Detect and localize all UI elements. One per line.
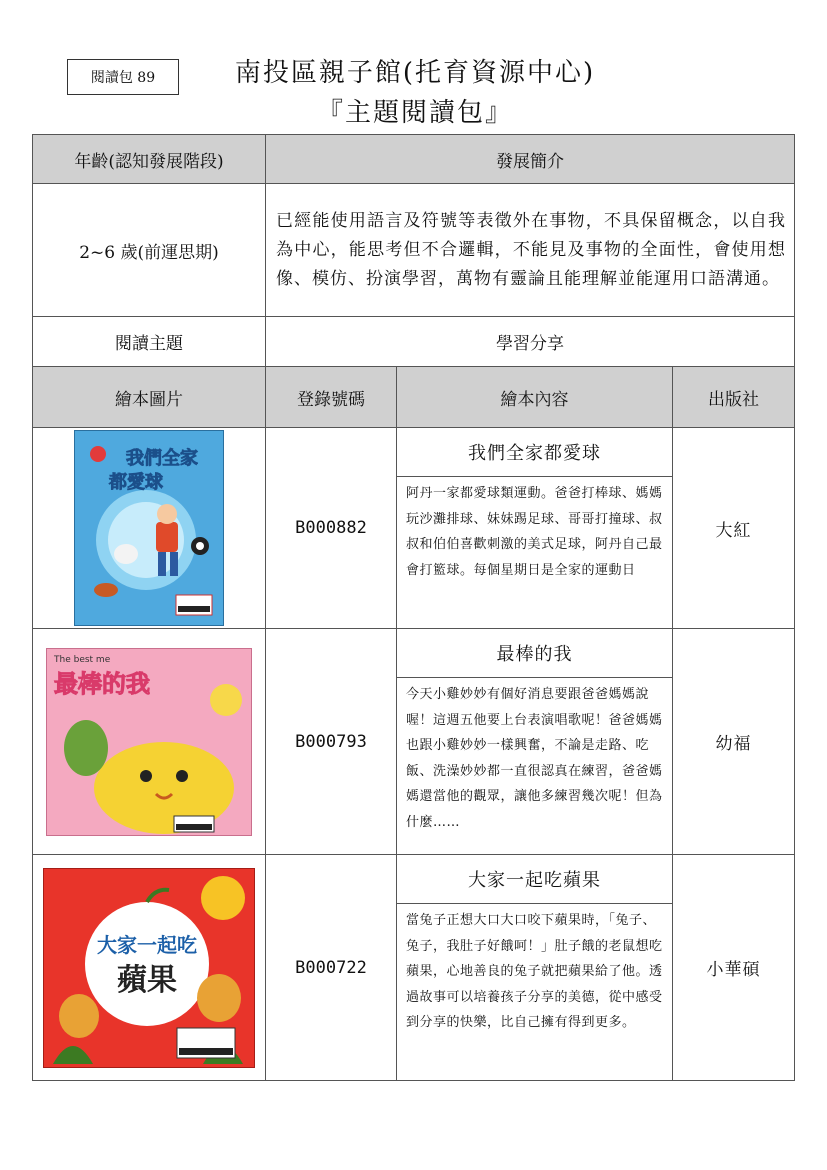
book-content-cell bbox=[397, 855, 673, 1081]
age-value: 2~6 歲(前運思期) bbox=[33, 184, 266, 317]
cover-title-2: 最棒的我 bbox=[54, 669, 150, 698]
book-cover-image-1 bbox=[74, 430, 224, 626]
book-cover-cell bbox=[33, 855, 266, 1081]
development-text: 已經能使用語言及符號等表徵外在事物，不具保留概念，以自我為中心，能思考但不合邏輯，不能見及事物的全面性，會使用想像、模仿、扮演學習，萬物有靈論且能理解並能運用口語溝通。 bbox=[266, 184, 795, 317]
book-cover-cell bbox=[33, 629, 266, 855]
book-cover-cell bbox=[33, 428, 266, 629]
header-age: 年齡(認知發展階段) bbox=[33, 135, 266, 184]
book-description: 今天小雞妙妙有個好消息要跟爸爸媽媽說喔！這週五他要上台表演唱歌呢！爸爸媽媽也跟小雞妙妙一樣興奮，不論是走路、吃飯、洗澡妙妙都一直很認真在練習，爸爸媽媽還當他的觀眾，讓他多練習幾次呢！但為什麼…… bbox=[406, 687, 663, 830]
book-title: 我們全家都愛球 bbox=[397, 428, 672, 477]
theme-label: 閱讀主題 bbox=[33, 317, 266, 367]
book-cover-image-3 bbox=[43, 868, 255, 1068]
cover-title-3-top: 大家一起吃 bbox=[97, 932, 197, 957]
book-code: B000882 bbox=[266, 428, 397, 629]
book-title: 最棒的我 bbox=[397, 629, 672, 678]
col-header-content: 繪本內容 bbox=[397, 367, 673, 428]
header-development: 發展簡介 bbox=[266, 135, 795, 184]
book-code: B000722 bbox=[266, 855, 397, 1081]
cover-title-1: 我們全家 bbox=[126, 448, 198, 469]
col-header-code: 登錄號碼 bbox=[266, 367, 397, 428]
reading-pack-table bbox=[32, 134, 795, 1081]
col-header-image: 繪本圖片 bbox=[33, 367, 266, 428]
book-description: 當兔子正想大口大口咬下蘋果時，「兔子、兔子，我肚子好餓呵！」肚子餓的老鼠想吃蘋果，心地善良的兔子就把蘋果給了他。透過故事可以培養孩子分享的美德，從中感受到分享的快樂，比自己擁有得到更多。 bbox=[406, 913, 663, 1030]
table-row bbox=[33, 428, 795, 629]
book-title: 大家一起吃蘋果 bbox=[397, 855, 672, 904]
page-subtitle: 『主題閱讀包』 bbox=[316, 98, 513, 128]
table-row bbox=[33, 629, 795, 855]
book-cover-image-2 bbox=[46, 648, 252, 836]
theme-value: 學習分享 bbox=[266, 317, 795, 367]
table-row bbox=[33, 855, 795, 1081]
book-description: 阿丹一家都愛球類運動。爸爸打棒球、媽媽玩沙灘排球、妹妹踢足球、哥哥打撞球、叔叔和伯伯喜歡刺激的美式足球，阿丹自己最會打籃球。每個星期日是全家的運動日 bbox=[406, 486, 663, 578]
cover-title-3-main: 蘋果 bbox=[117, 962, 177, 998]
book-code: B000793 bbox=[266, 629, 397, 855]
page-title: 南投區親子館(托育資源中心) bbox=[234, 58, 596, 88]
cover-subtitle-2: The best me bbox=[54, 654, 111, 665]
col-header-publisher: 出版社 bbox=[673, 367, 795, 428]
book-publisher: 大紅 bbox=[673, 428, 795, 629]
book-publisher: 小華碩 bbox=[673, 855, 795, 1081]
book-content-cell bbox=[397, 629, 673, 855]
svg-text:都愛球: 都愛球 bbox=[109, 472, 163, 493]
pack-number-label: 閱讀包 89 bbox=[67, 59, 179, 95]
book-content-cell bbox=[397, 428, 673, 629]
book-publisher: 幼福 bbox=[673, 629, 795, 855]
